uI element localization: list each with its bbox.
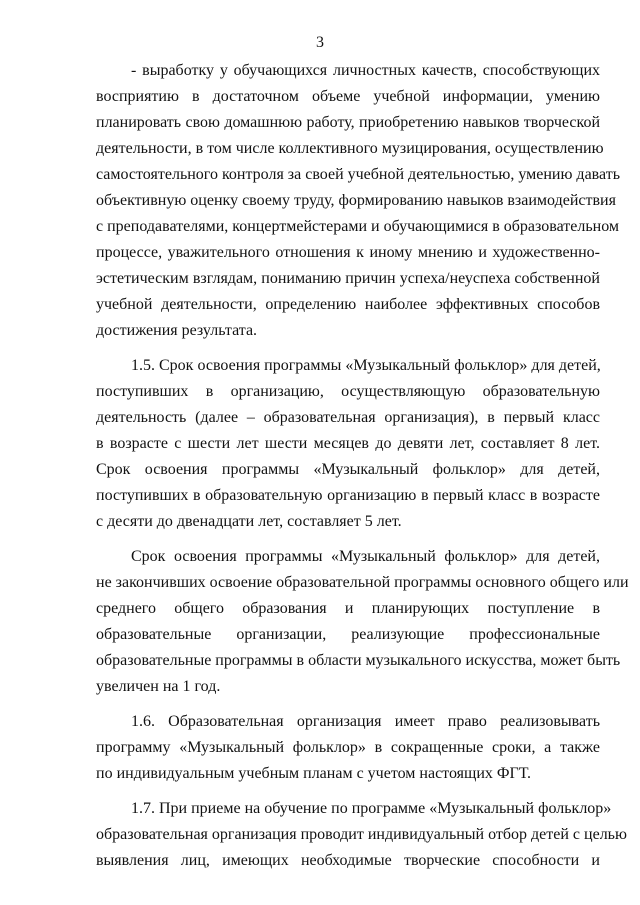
text-line: достижения результата. [96,322,258,339]
text-line: Срок освоения программы «Музыкальный фольклор» для детей, [96,461,600,478]
text-line: увеличен на 1 год. [96,678,221,695]
text-line: - выработку у обучающихся личностных качеств, способствующих [131,62,600,79]
text-line: в возрасте с шести лет шести месяцев до девяти лет, составляет 8 лет. [96,435,600,452]
text-line: объективную оценку своему труду, формированию навыков взаимодействия [96,192,616,209]
text-line: 1.6. Образовательная организация имеет право реализовывать [131,713,600,730]
text-line: с десяти до двенадцати лет, составляет 5 лет. [96,513,402,530]
text-line: с преподавателями, концертмейстерами и обучающимися в образовательном [96,218,620,235]
page-number: 3 [316,34,324,51]
text-line: 1.7. При приеме на обучение по программе «Музыкальный фольклор» [131,800,612,817]
text-line: образовательные программы в области музыкального искусства, может быть [96,652,621,669]
text-line: деятельности, в том числе коллективного музицирования, осуществлению [96,140,604,157]
text-line: среднего общего образования и планирующих поступление в [96,600,600,617]
document-body [96,58,629,883]
text-line: 1.5. Срок освоения программы «Музыкальный фольклор» для детей, [131,357,601,374]
paragraph-1-7 [96,796,627,874]
text-line: поступивших в организацию, осуществляющую образовательную [96,383,600,400]
text-line: программу «Музыкальный фольклор» в сокращенные сроки, а также [96,739,600,756]
text-line: деятельность (далее – образовательная организация), в первый класс [96,409,600,426]
text-line: по индивидуальным учебным планам с учетом настоящих ФГТ. [96,765,531,782]
text-line: образовательная организация проводит индивидуальный отбор детей с целью [96,826,627,843]
paragraph-1-6 [96,709,600,787]
text-line: образовательные организации, реализующие профессиональные [96,626,600,643]
text-line: поступивших в образовательную организацию в первый класс в возрасте [96,487,600,504]
text-line: эстетическим взглядам, пониманию причин успеха/неуспеха собственной [96,270,600,287]
paragraph-1-5 [96,353,600,535]
text-line: учебной деятельности, определению наиболее эффективных способов [96,296,600,313]
text-line: самостоятельного контроля за своей учебной деятельностью, умению давать [96,166,620,183]
paragraph-term-extension [96,544,629,700]
text-line: Срок освоения программы «Музыкальный фольклор» для детей, [131,548,600,565]
text-line: восприятию в достаточном объеме учебной информации, умению [96,88,600,105]
text-line: планировать свою домашнюю работу, приобретению навыков творческой [96,114,600,131]
paragraph-personal-qualities [96,58,620,344]
text-line: выявления лиц, имеющих необходимые творческие способности и [96,852,600,869]
text-line: не закончивших освоение образовательной программы основного общего или [96,574,629,591]
text-line: процессе, уважительного отношения к иному мнению и художественно- [96,244,600,261]
